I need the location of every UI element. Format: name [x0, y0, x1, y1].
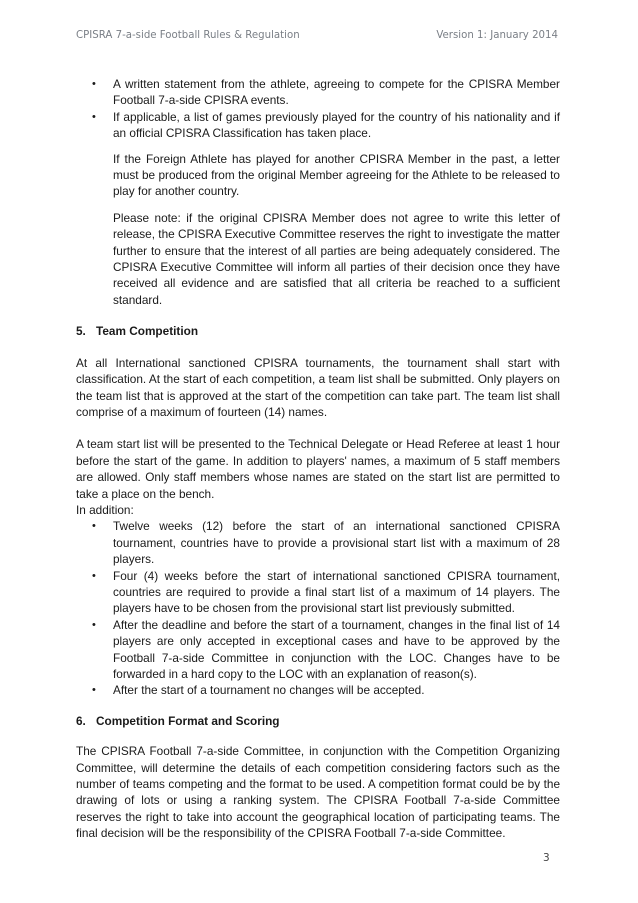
- competition-format-paragraph: The CPISRA Football 7-a-side Committee, in conjunction with the Competition Organizing Committee, will determine the details of each competition considering factors such as the number of teams competing and the format to be used. A competition format could be by the drawing of lots or using a ranking system. The CPISRA Football 7-a-side Committee reserves the right to take into account the geographical location of participating teams. The final decision will be the responsibility of the CPISRA Football 7-a-side Committee.: [76, 744, 560, 841]
- list-item: [76, 617, 560, 683]
- bullet-icon: •: [92, 78, 96, 90]
- list-item: [76, 682, 560, 698]
- page-body: [76, 76, 560, 842]
- list-item-text: Four (4) weeks before the start of international sanctioned CPISRA tournament, countries are required to provide a final start list of a maximum of 14 players. The players have to be chosen from the provisional start list previously submitted.: [113, 568, 560, 616]
- section-number: 6.: [76, 713, 86, 728]
- section-heading-competition-format: [76, 713, 560, 729]
- list-item: [76, 109, 560, 142]
- section-number: 5.: [76, 324, 86, 339]
- section-heading-team-competition: [76, 323, 560, 339]
- in-addition-label: In addition:: [76, 502, 134, 517]
- bullet-icon: •: [92, 618, 96, 631]
- deadline-list: [76, 518, 560, 698]
- start-list-paragraph: A team start list will be presented to the Technical Delegate or Head Referee at least 1 hour before the start of the game. In addition to players' names, a maximum of 5 staff members are allowed. Only staff members whose names are stated on the start list are permitted to take a place on the bench.: [76, 437, 560, 501]
- team-list-paragraph: At all International sanctioned CPISRA tournaments, the tournament shall start with classification. At the start of each competition, a team list shall be submitted. Only players on the team list that is approved at the start of the competition can take part. The team list shall comprise of a maximum of fourteen (14) names.: [76, 355, 560, 419]
- page-header: [76, 30, 558, 46]
- section-title: Competition Format and Scoring: [96, 713, 280, 728]
- list-item-text: After the start of a tournament no changes will be accepted.: [113, 683, 425, 698]
- requirements-list: [76, 76, 560, 142]
- page-number: 3: [543, 852, 550, 864]
- header-document-title: CPISRA 7-a-side Football Rules & Regulation: [76, 30, 300, 41]
- foreign-athlete-paragraph: If the Foreign Athlete has played for another CPISRA Member in the past, a letter must be produced from the original Member agreeing for the Athlete to be released to play for another country.: [113, 151, 560, 199]
- header-version: Version 1: January 2014: [436, 30, 558, 41]
- release-note-paragraph: Please note: if the original CPISRA Member does not agree to write this letter of release, the CPISRA Executive Committee reserves the right to investigate the matter further to ensure that the interest of all parties are being adequately considered. The CPISRA Executive Committee will inform all parties of their decision once they have received all evidence and are satisfied that all criteria be reached to a sufficient standard.: [113, 210, 560, 307]
- list-item: [76, 568, 560, 617]
- bullet-icon: •: [92, 684, 96, 697]
- list-item-text: Twelve weeks (12) before the start of an international sanctioned CPISRA tournament, countries have to provide a provisional start list with a maximum of 28 players.: [113, 519, 560, 567]
- list-item-text: A written statement from the athlete, agreeing to compete for the CPISRA Member Football 7-a-side CPISRA events.: [113, 77, 560, 108]
- list-item: [76, 518, 560, 567]
- bullet-icon: •: [92, 520, 96, 533]
- section-title: Team Competition: [96, 324, 199, 339]
- list-item: [76, 76, 560, 109]
- bullet-icon: •: [92, 110, 96, 123]
- list-item-text: If applicable, a list of games previously played for the country of his nationality and if an official CPISRA Classification has taken place.: [113, 109, 560, 141]
- bullet-icon: •: [92, 569, 96, 582]
- list-item-text: After the deadline and before the start of a tournament, changes in the final list of 14 players are only accepted in exceptional cases and have to be approved by the Football 7-a-side Committee in conjunction with the LOC. Changes have to be forwarded in a hard copy to the LOC with an explanation of reason(s).: [113, 617, 560, 681]
